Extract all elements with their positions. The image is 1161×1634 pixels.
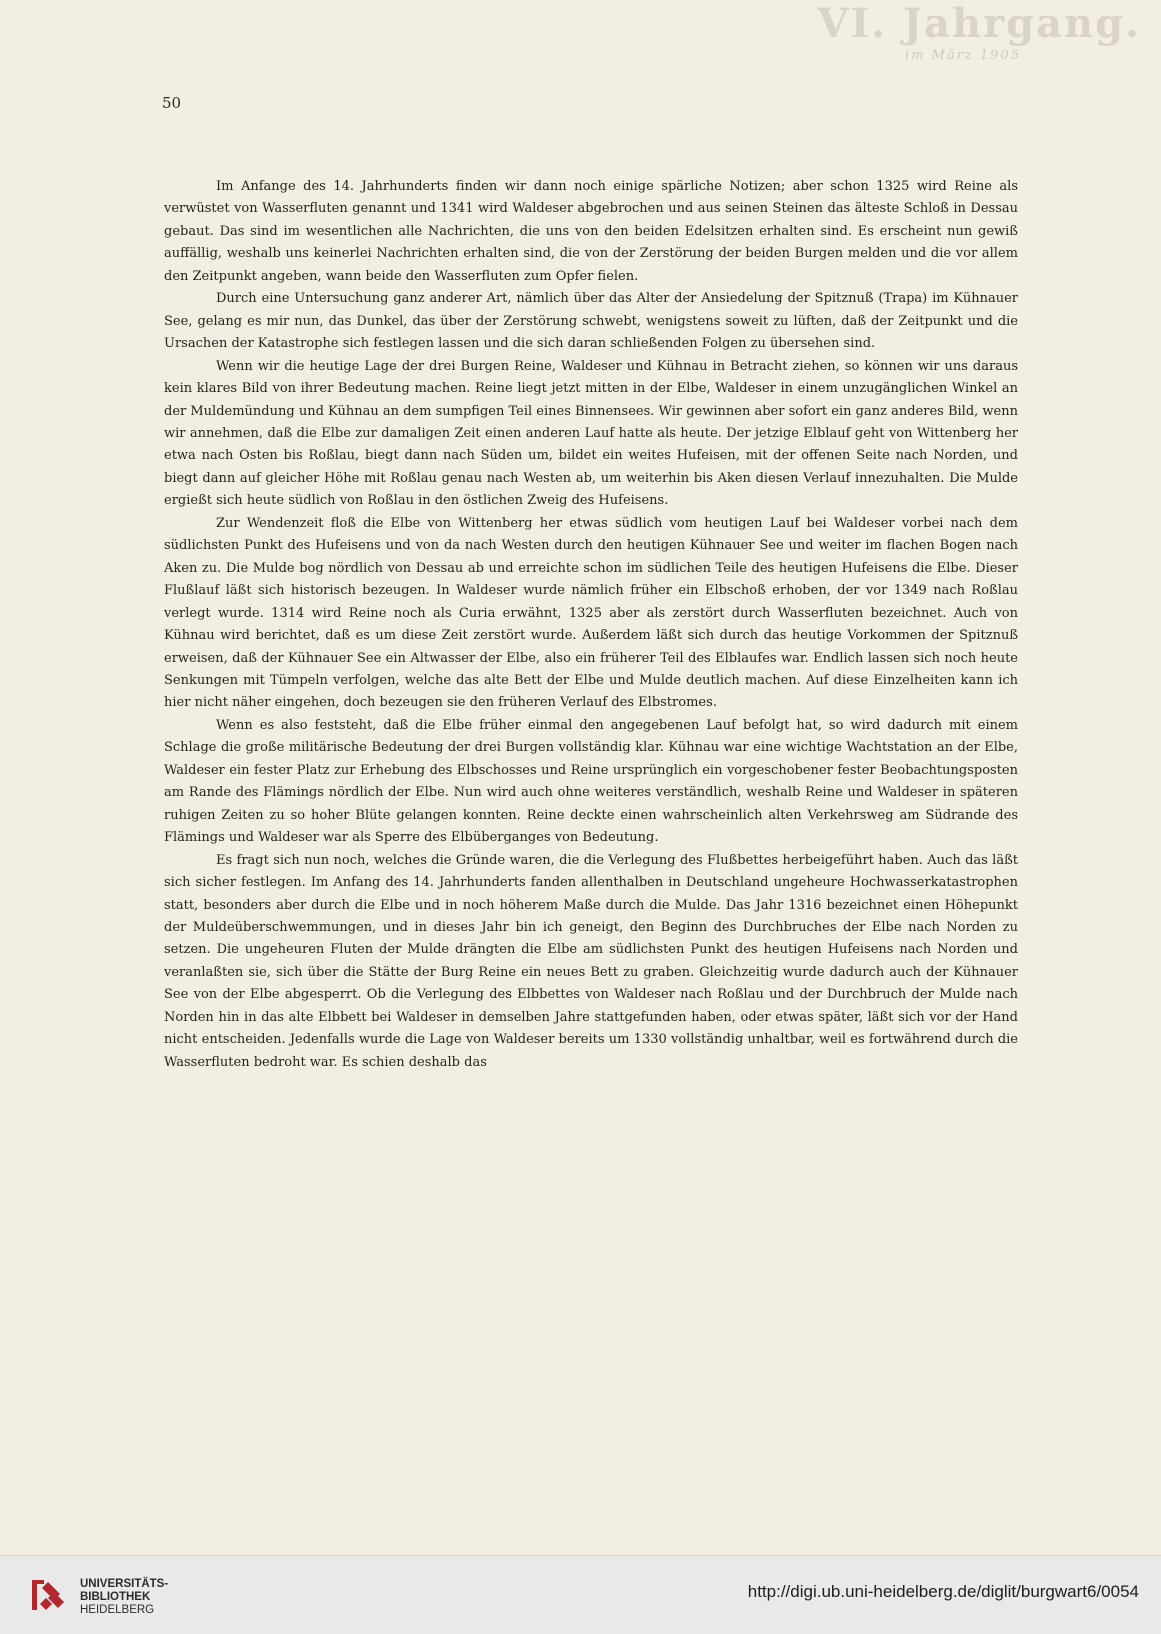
library-name-line: BIBLIOTHEK xyxy=(80,1591,151,1603)
library-name-line: UNIVERSITÄTS- xyxy=(80,1578,169,1590)
university-library-logo-icon xyxy=(28,1574,68,1616)
article-body xyxy=(164,176,1018,1074)
bleed-through-text xyxy=(781,0,1161,70)
library-name-line: HEIDELBERG xyxy=(80,1604,155,1616)
paragraph: Es fragt sich nun noch, welches die Gründe waren, die die Verlegung des Flußbettes herbeigeführt haben. Auch das läßt sich sicher festlegen. Im Anfang des 14. Jahrhunderts fanden allenthalben in Deutschland ungeheure Hochwasserkatastrophen statt, besonders aber durch die Elbe und in noch höherem Maße durch die Mulde. Das Jahr 1316 bezeichnet einen Höhepunkt der Muldeüberschwemmungen, und in dieses Jahr bin ich geneigt, den Beginn des Durchbruches der Elbe nach Norden zu setzen. Die ungeheuren Fluten der Mulde drängten die Elbe am südlichsten Punkt des heutigen Hufeisens nach Norden und veranlaßten sie, sich über die Stätte der Burg Reine ein neues Bett zu graben. Gleichzeitig wurde dadurch auch der Kühnauer See von der Elbe abgesperrt. Ob die Verlegung des Elbbettes von Waldeser nach Roßlau und der Durchbruch der Mulde nach Norden hin in das alte Elbbett bei Waldeser in demselben Jahre stattgefunden haben, oder etwas später, läßt sich vor der Hand nicht entscheiden. Jedenfalls wurde die Lage von Waldeser bereits um 1330 vollständig unhaltbar, weil es fortwährend durch die Wasserfluten bedroht war. Es schien deshalb das xyxy=(164,852,1018,1070)
paragraph: Wenn es also feststeht, daß die Elbe früher einmal den angegebenen Lauf befolgt hat, so wird dadurch mit einem Schlage die große militärische Bedeutung der drei Burgen vollständig klar. Kühnau war eine wichtige Wachtstation an der Elbe, Waldeser ein fester Platz zur Erhebung des Elbschosses und Reine ursprünglich ein vorgeschobener fester Beobachtungsposten am Rande des Flämings nördlich der Elbe. Nun wird auch ohne weiteres verständlich, weshalb Reine und Waldeser in späteren ruhigen Zeiten zu so hoher Blüte gelangen konnten. Reine deckte einen wahrscheinlich alten Verkehrsweg am Südrande des Flämings und Waldeser war als Sperre des Elbüberganges von Bedeutung. xyxy=(164,717,1018,846)
paragraph: Durch eine Untersuchung ganz anderer Art, nämlich über das Alter der Ansiedelung der Spitznuß (Trapa) im Kühnauer See, gelang es mir nun, das Dunkel, das über der Zerstörung schwebt, wenigstens soweit zu lüften, daß der Zeitpunkt und die Ursachen der Katastrophe sich festlegen lassen und die sich daran schließenden Folgen zu übersehen sind. xyxy=(164,291,1018,352)
paragraph: Wenn wir die heutige Lage der drei Burgen Reine, Waldeser und Kühnau in Betracht ziehen, so können wir uns daraus kein klares Bild von ihrer Bedeutung machen. Reine liegt jetzt mitten in der Elbe, Waldeser in einem unzugänglichen Winkel an der Muldemündung und Kühnau an dem sumpfigen Teil eines Binnensees. Wir gewinnen aber sofort ein ganz anderes Bild, wenn wir annehmen, daß die Elbe zur damaligen Zeit einen anderen Lauf hatte als heute. Der jetzige Elblauf geht von Wittenberg her etwa nach Osten bis Roßlau, biegt dann nach Süden um, bildet ein weites Hufeisen, mit der offenen Seite nach Norden, und biegt dann auf gleicher Höhe mit Roßlau genau nach Westen ab, um weiterhin bis Aken diesen Verlauf innezuhalten. Die Mulde ergießt sich heute südlich von Roßlau in den östlichen Zweig des Hufeisens. xyxy=(164,358,1018,509)
paragraph: Im Anfange des 14. Jahrhunderts finden wir dann noch einige spärliche Notizen; aber schon 1325 wird Reine als verwüstet von Wasserfluten genannt und 1341 wird Waldeser abgebrochen und aus seinen Steinen das älteste Schloß in Dessau gebaut. Das sind im wesentlichen alle Nachrichten, die uns von den beiden Edelsitzen erhalten sind. Es erscheint nun gewiß auffällig, weshalb uns keinerlei Nachrichten erhalten sind, die von der Zerstörung der beiden Burgen melden und die vor allem den Zeitpunkt angeben, wann beide den Wasserfluten zum Opfer fielen. xyxy=(164,179,1018,284)
paragraph: Zur Wendenzeit floß die Elbe von Wittenberg her etwas südlich vom heutigen Lauf bei Waldeser vorbei nach dem südlichsten Punkt des Hufeisens und von da nach Westen durch den heutigen Kühnauer See und weiter im flachen Bogen nach Aken zu. Die Mulde bog nördlich von Dessau ab und erreichte schon im südlichen Teile des heutigen Hufeisens die Elbe. Dieser Flußlauf läßt sich historisch bezeugen. In Waldeser wurde nämlich früher ein Elbschoß erhoben, der vor 1349 nach Roßlau verlegt wurde. 1314 wird Reine noch als Curia erwähnt, 1325 aber als zerstört durch Wasserfluten bezeichnet. Auch von Kühnau wird berichtet, daß es um diese Zeit zerstört wurde. Außerdem läßt sich durch das heutige Vorkommen der Spitznuß erweisen, daß der Kühnauer See ein Altwasser der Elbe, also ein früherer Teil des Elblaufes war. Endlich lassen sich noch heute Senkungen mit Tümpeln verfolgen, welche das alte Bett der Elbe und Mulde deutlich machen. Auf diese Einzelheiten kann ich hier nicht näher eingehen, doch bezeugen sie den früheren Verlauf des Elbstromes. xyxy=(164,515,1018,711)
bleed-through-stamp: im März 1905 xyxy=(905,48,1021,63)
library-name xyxy=(80,1578,168,1617)
digitization-footer xyxy=(0,1555,1161,1634)
bleed-through-heading: VI. Jahrgang. xyxy=(817,0,1141,47)
page-number: 50 xyxy=(162,94,182,112)
source-url-link[interactable]: http://digi.ub.uni-heidelberg.de/diglit/burgwart6/0054 xyxy=(747,1582,1139,1601)
